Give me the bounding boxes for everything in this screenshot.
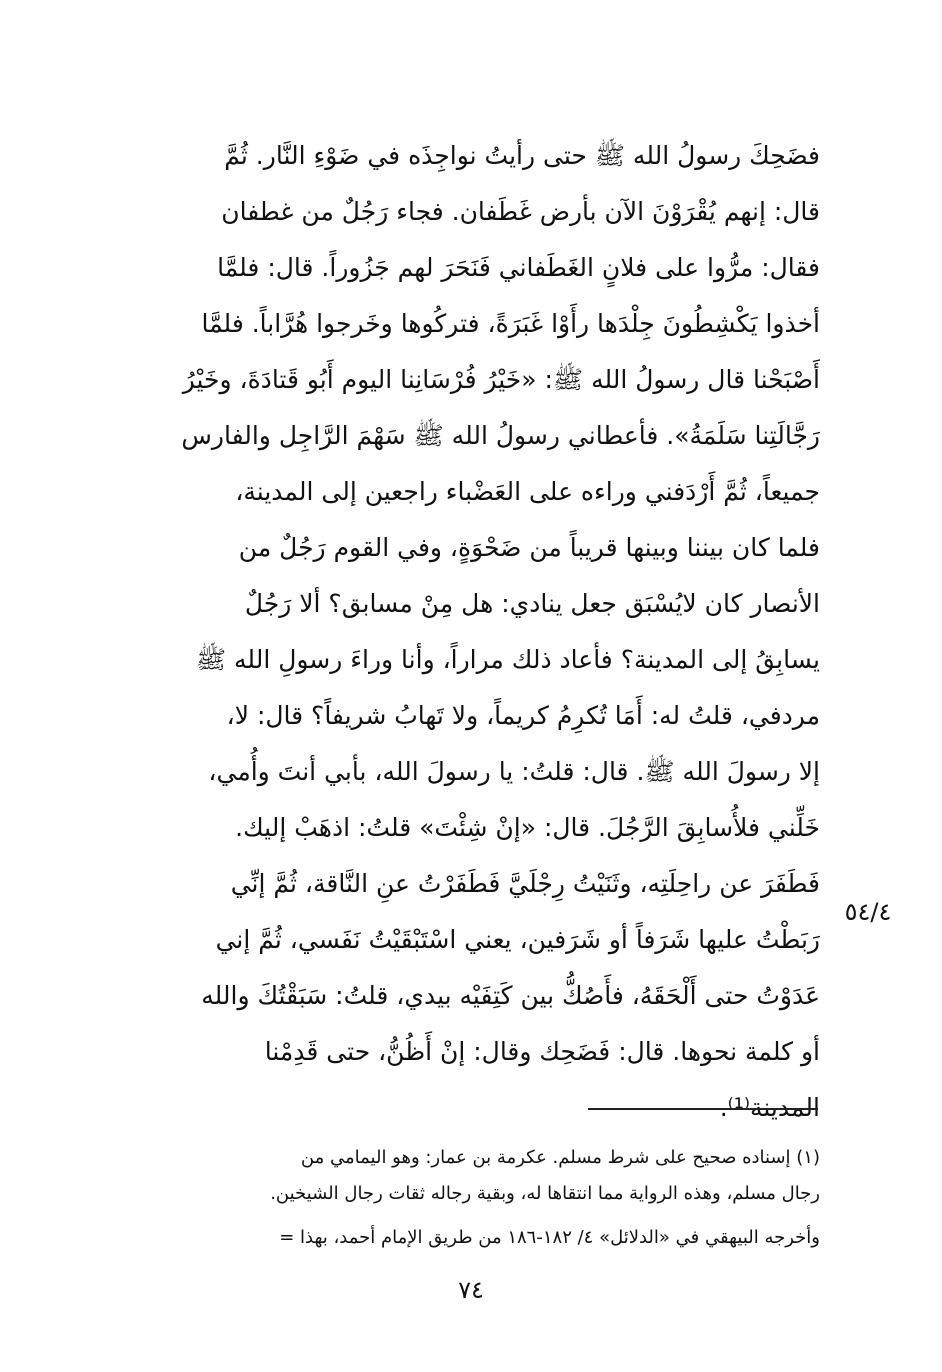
text-line: أَصْبَحْنا قال رسولُ الله ﷺ: «خَيْرُ فُرْسَانِنا اليوم أَبُو قَتادَةَ، وخَيْرُ — [182, 365, 820, 394]
footnote-line: رجال مسلم، وهذه الرواية مما انتقاها له، وبقية رجاله ثقات رجال الشيخين. — [270, 1183, 820, 1204]
text-line: خَلِّني فلأُسابِقَ الرَّجُلَ. قال: «إنْ شِئْتَ» قلتُ: اذهَبْ إليك. — [235, 813, 820, 842]
text-line: فلما كان بيننا وبينها قريباً من ضَحْوَةٍ، وفي القوم رَجُلٌ من — [238, 533, 820, 562]
margin-reference: ٥٤/٤ — [844, 898, 892, 926]
text-line: رَجَّالَتِنا سَلَمَةُ». فأعطاني رسولُ الله ﷺ سَهْمَ الرَّاجِل والفارس — [181, 421, 820, 450]
text-line: قال: إنهم يُقْرَوْنَ الآن بأرض غَطَفان. فجاء رَجُلٌ من غطفان — [221, 197, 820, 226]
text-line: فَطَفَرَ عن راحِلَتِه، وثَنَيْتُ رِجْلَيَّ فَطَفَرْتُ عنِ النَّاقة، ثُمَّ إنِّي — [230, 869, 820, 898]
text-line: مردفي، قلتُ له: أَمَا تُكرِمُ كريماً، ولا تَهابُ شريفاً؟ قال: لا، — [226, 701, 820, 730]
text-line: رَبَطْتُ عليها شَرَفاً أو شَرَفين، يعني اسْتَبْقَيْتُ نَفَسي، ثُمَّ إني — [215, 925, 820, 954]
text-line: يسابِقُ إلى المدينة؟ فأعاد ذلك مراراً، وأنا وراءَ رسولِ الله ﷺ — [195, 645, 820, 674]
text-line: فضَحِكَ رسولُ الله ﷺ حتى رأيتُ نواجِذَه في ضَوْءِ النَّار. ثُمَّ — [224, 141, 820, 170]
footnote-divider — [588, 1108, 818, 1110]
text-line: إلا رسولَ الله ﷺ. قال: قلتُ: يا رسولَ الله، بأبي أنتَ وأُمي، — [208, 757, 820, 786]
text-line: أو كلمة نحوها. قال: فَضَحِك وقال: إنْ أَظُنُّ، حتى قَدِمْنا — [264, 1037, 820, 1066]
text-line: جميعاً، ثُمَّ أَرْدَفني وراءه على العَضْباء راجعين إلى المدينة، — [235, 477, 820, 506]
text-line: المدينة⁽¹⁾. — [719, 1093, 820, 1122]
text-line: الأنصار كان لايُسْبَق جعل ينادي: هل مِنْ مسابق؟ ألا رَجُلٌ — [244, 589, 820, 618]
footnote-line: (١) إسناده صحيح على شرط مسلم. عكرمة بن عمار: وهو اليمامي من — [300, 1147, 820, 1168]
text-line: عَدَوْتُ حتى أَلْحَقَهُ، فأَصُكُّ بين كَتِفَيْه بيدي، قلتُ: سَبَقْتُكَ والله — [201, 981, 820, 1010]
text-line: فقال: مرُّوا على فلانٍ الغَطَفاني فَنَحَرَ لهم جَزُوراً. قال: فلمَّا — [217, 253, 820, 282]
page-number: ٧٤ — [458, 1276, 484, 1304]
footnote-line: وأخرجه البيهقي في «الدلائل» ٤/ ١٨٢-١٨٦ من طريق الإمام أحمد، بهذا = — [279, 1227, 820, 1248]
text-line: أخذوا يَكْشِطُونَ جِلْدَها رأَوْا غَبَرَةً، فتركُوها وخَرجوا هُرَّاباً. فلمَّا — [201, 309, 820, 338]
